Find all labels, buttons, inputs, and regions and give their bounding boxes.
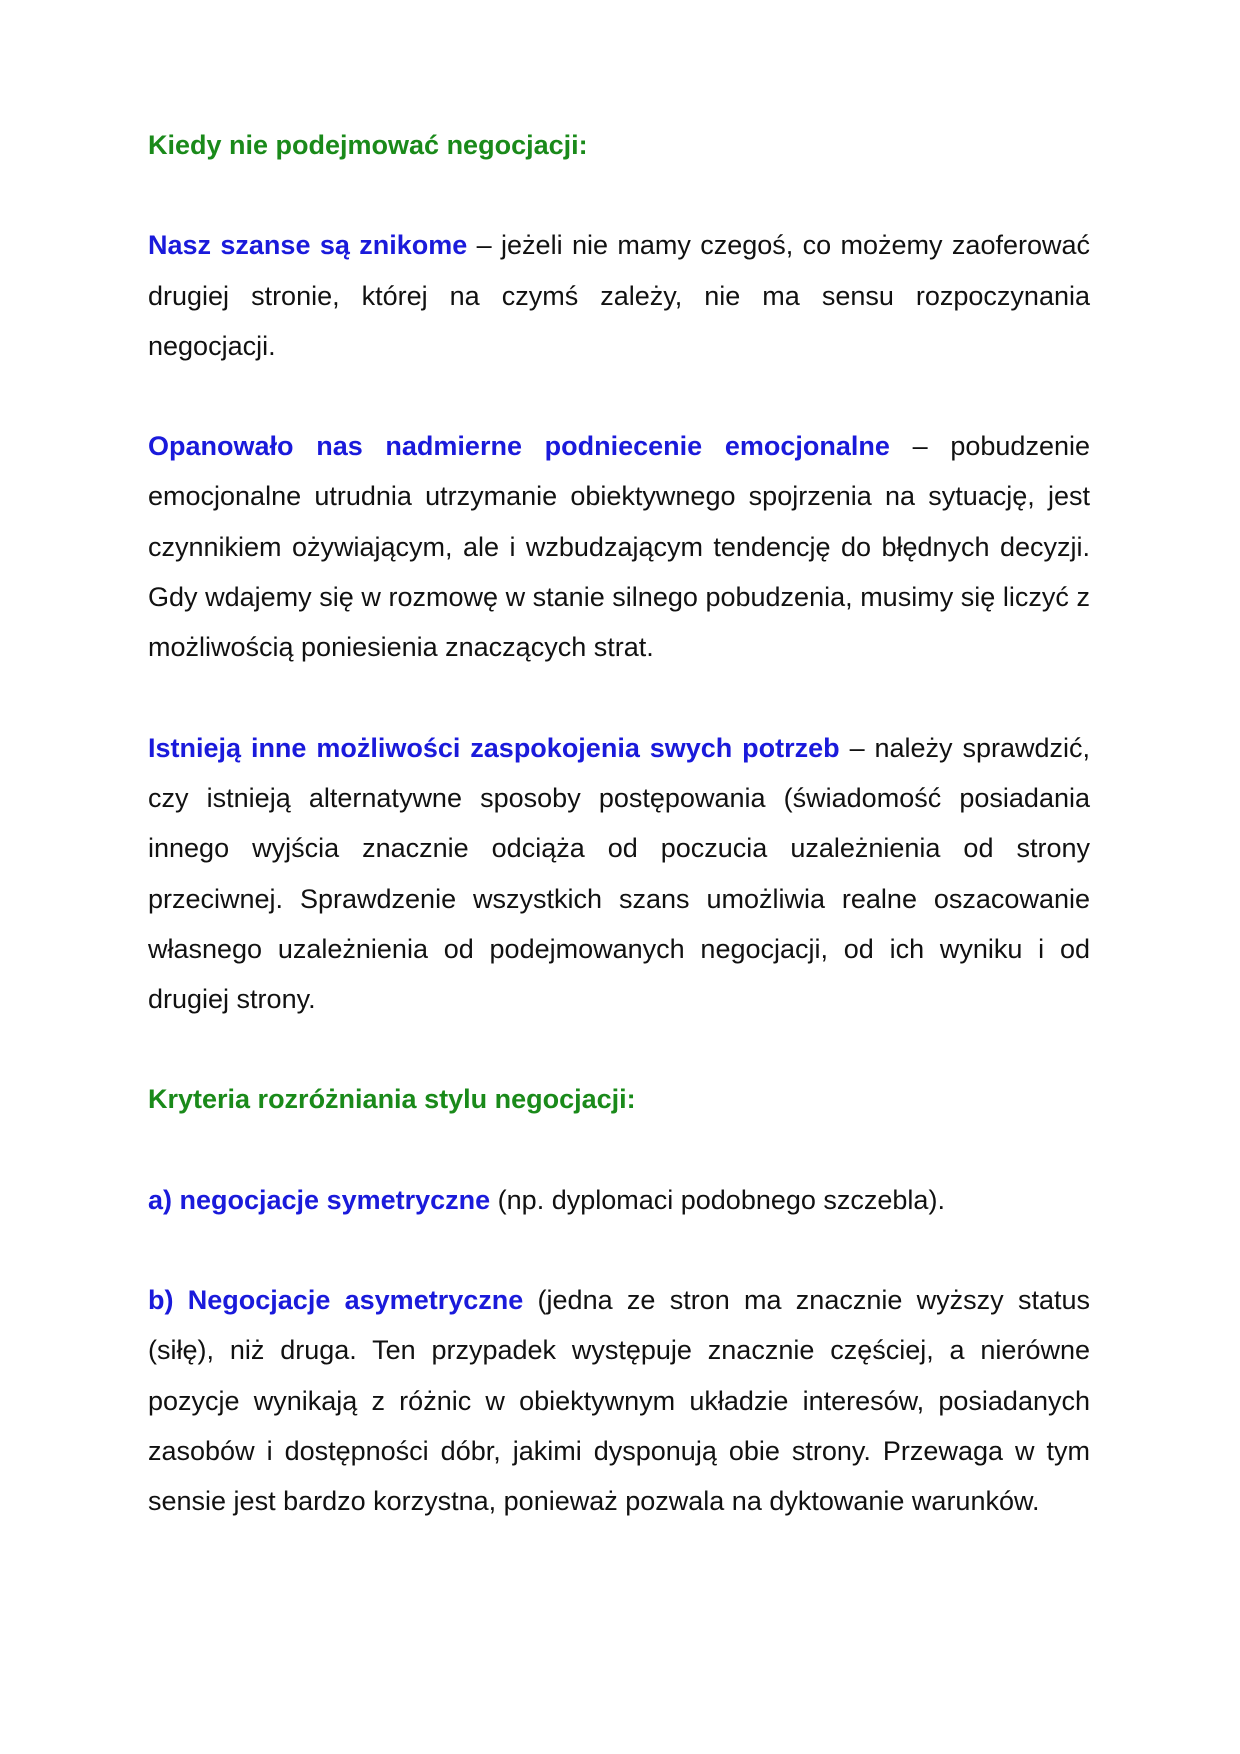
term-low-chances: Nasz szanse są znikome	[148, 230, 468, 261]
paragraph-text: – jeżeli nie mamy czegoś, co możemy zaoferować drugiej stronie, której na czymś zależy, nie ma sensu rozpoczynania negocjacji.	[148, 230, 1090, 361]
term-symmetric: a) negocjacje symetryczne	[148, 1184, 491, 1215]
section-heading-when-not-to-negotiate: Kiedy nie podejmować negocjacji:	[148, 130, 588, 160]
term-other-options: Istnieją inne możliwości zaspokojenia swych potrzeb	[148, 732, 840, 763]
spacer	[148, 170, 1090, 220]
spacer	[148, 673, 1090, 723]
paragraph-symmetric	[148, 1175, 1090, 1225]
paragraph-text: (jedna ze stron ma znacznie wyższy status (siłę), niż druga. Ten przypadek występuje znacznie częściej, a nierówne pozycje wynikają z różnic w obiektywnym układzie interesów, posiadanych zasobów i dostępności dóbr, jakimi dysponują obie strony. Przewaga w tym sensie jest bardzo korzystna, ponieważ pozwala na dyktowanie warunków.	[148, 1285, 1090, 1517]
paragraph-asymmetric	[148, 1275, 1090, 1526]
spacer	[148, 1024, 1090, 1074]
paragraph-text: – pobudzenie emocjonalne utrudnia utrzymanie obiektywnego spojrzenia na sytuację, jest czynnikiem ożywiającym, ale i wzbudzającym tendencję do błędnych decyzji. Gdy wdajemy się w rozmowę w stanie silnego pobudzenia, musimy się liczyć z możliwością poniesienia znaczących strat.	[148, 431, 1090, 663]
term-asymmetric: b) Negocjacje asymetryczne	[148, 1285, 524, 1316]
spacer	[148, 1225, 1090, 1275]
paragraph-text: – należy sprawdzić, czy istnieją alternatywne sposoby postępowania (świadomość posiadania innego wyjścia znacznie odciąża od poczucia uzależnienia od strony przeciwnej. Sprawdzenie wszystkich szans umożliwia realne oszacowanie własnego uzależnienia od podejmowanych negocjacji, od ich wyniku i od drugiej strony.	[148, 732, 1090, 1015]
spacer	[148, 1125, 1090, 1175]
term-emotional-arousal: Opanowało nas nadmierne podniecenie emocjonalne	[148, 431, 890, 462]
paragraph-other-options	[148, 723, 1090, 1025]
paragraph-emotional-arousal	[148, 421, 1090, 672]
document-page	[148, 120, 1090, 1527]
spacer	[148, 371, 1090, 421]
paragraph-text: (np. dyplomaci podobnego szczebla).	[490, 1184, 945, 1215]
paragraph-low-chances	[148, 220, 1090, 371]
section-heading-style-criteria: Kryteria rozróżniania stylu negocjacji:	[148, 1084, 636, 1115]
